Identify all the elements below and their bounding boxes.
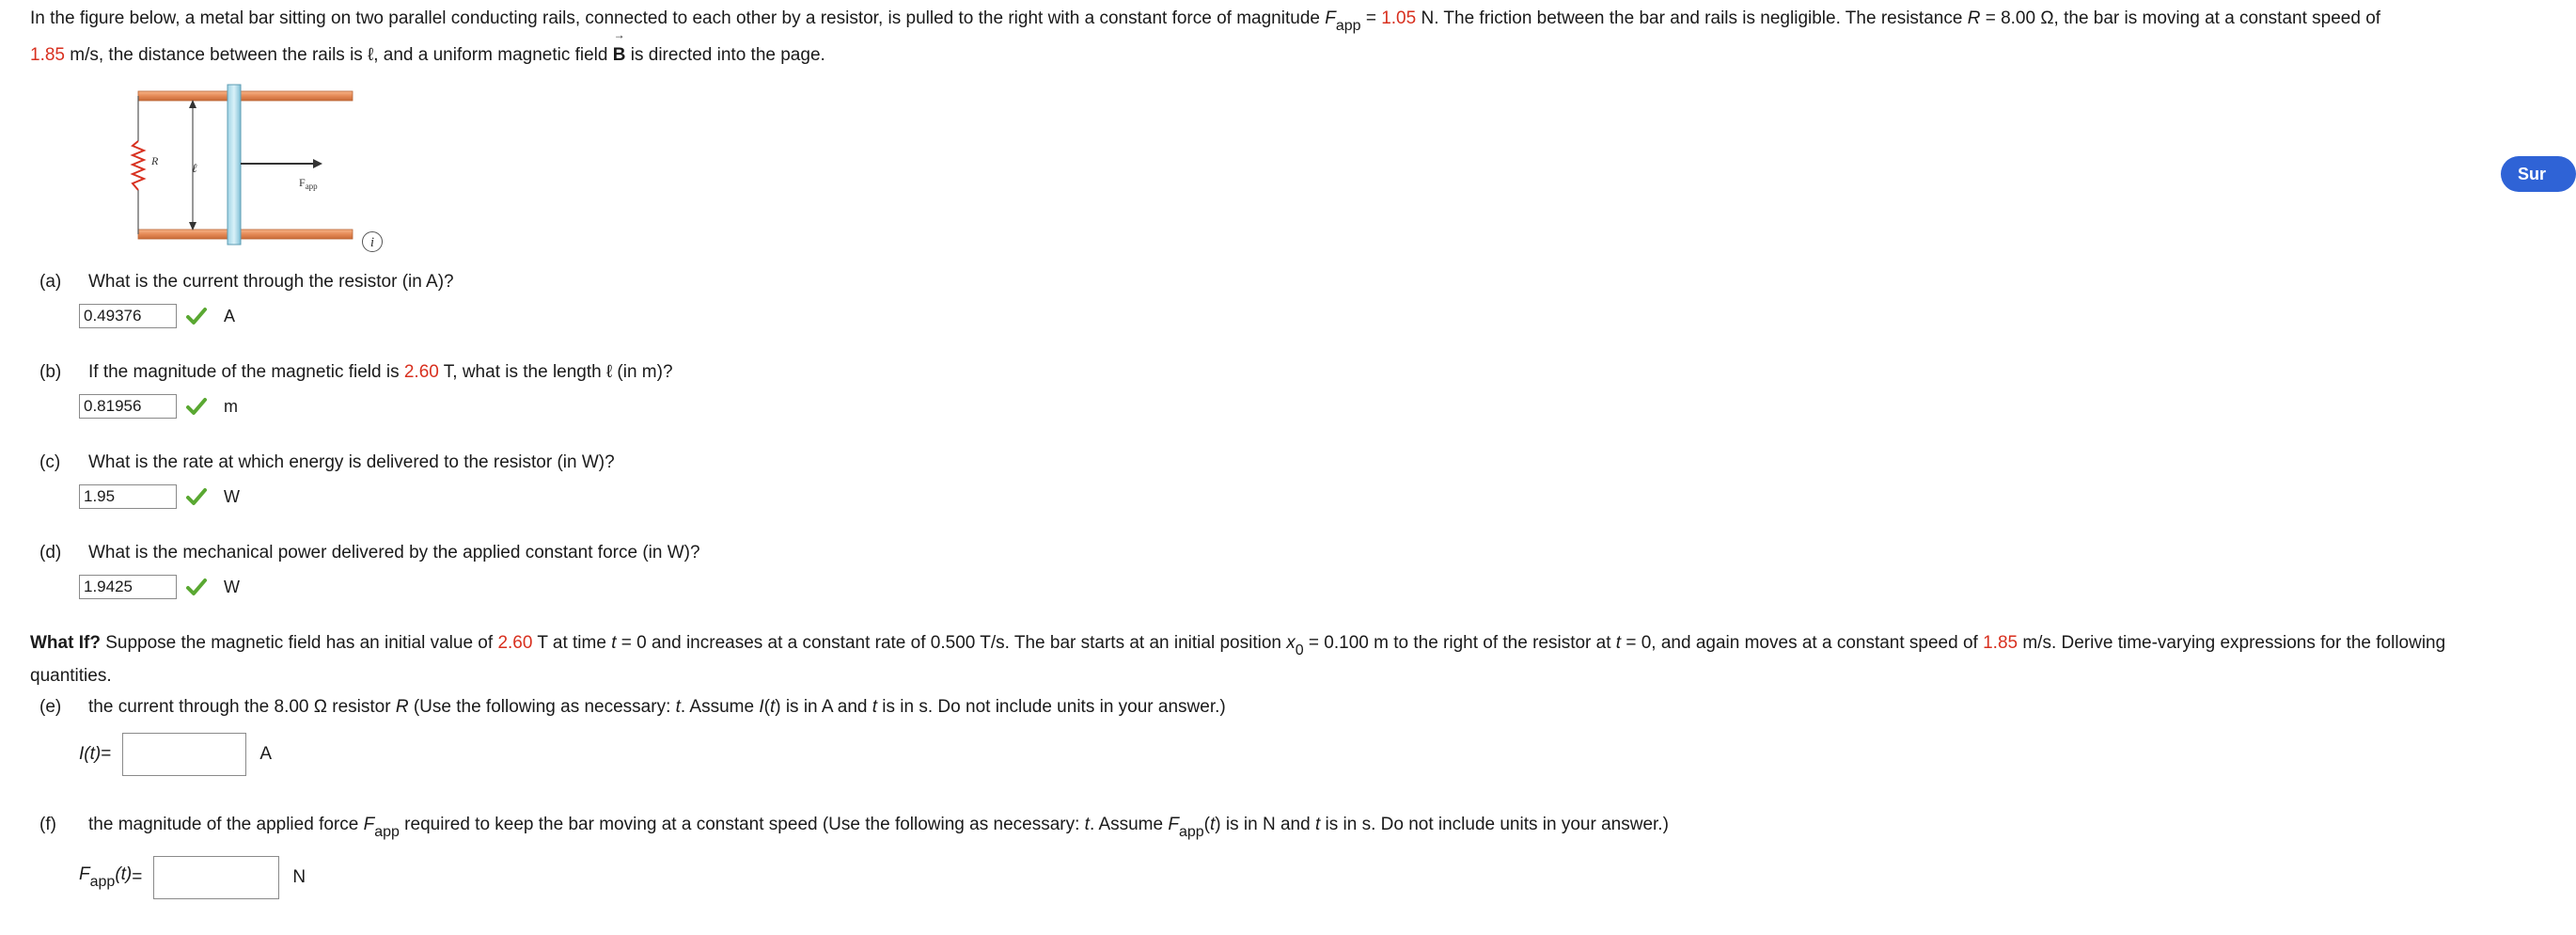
answer-field-a[interactable]: 0.49376 — [79, 304, 177, 328]
time-symbol: t — [1615, 633, 1622, 653]
part-label-e: (e) — [39, 697, 62, 717]
question-a — [30, 272, 454, 293]
answer-field-d[interactable]: 1.9425 — [79, 575, 177, 599]
resistor-symbol — [133, 141, 144, 190]
field-value-b: 2.60 — [403, 362, 439, 382]
unit-e: A — [259, 744, 273, 764]
force-symbol: F — [363, 815, 375, 834]
question-text-f5: ) is in N and — [1215, 815, 1315, 834]
question-text-f2: required to keep the bar moving at a constant speed (Use the following as necessary: — [399, 815, 1085, 834]
answer-row-b — [79, 394, 238, 419]
paren-open: ( — [1203, 815, 1210, 834]
paren-open: ( — [763, 697, 770, 717]
force-subscript: app — [89, 874, 116, 890]
unit-a: A — [224, 306, 236, 325]
length-label: ℓ — [192, 161, 197, 175]
current-expression-input[interactable] — [122, 733, 246, 776]
answer-field-b[interactable]: 0.81956 — [79, 394, 177, 419]
circuit-figure — [122, 81, 367, 250]
question-text-e2: (Use the following as necessary: — [408, 697, 676, 717]
part-label-b: (b) — [39, 362, 62, 382]
time-symbol: t — [611, 633, 617, 653]
position-symbol: x — [1286, 633, 1296, 653]
force-symbol: F — [1325, 8, 1336, 28]
unit-f: N — [292, 867, 306, 887]
resistance-symbol: R — [1967, 8, 1981, 28]
force-expression-label — [79, 864, 132, 891]
question-text-e1: the current through the 8.00 Ω resistor — [88, 697, 396, 717]
force-subscript: app — [1335, 18, 1361, 34]
intro-text-1: In the figure below, a metal bar sitting on two parallel conducting rails, connected to each other by a resistor, is pulled to the right with a constant force of magnitude — [30, 8, 1326, 28]
magnetic-field-vector — [612, 28, 626, 70]
resistance-symbol: R — [395, 697, 409, 717]
equals: = — [1360, 8, 1382, 28]
question-text-c: What is the rate at which energy is delivered to the resistor (in W)? — [88, 452, 615, 472]
initial-field-value: 2.60 — [497, 633, 533, 653]
top-rail — [138, 91, 353, 101]
force-symbol: F — [79, 864, 90, 884]
whatif-text-1: Suppose the magnetic field has an initial value of — [100, 633, 498, 653]
force-expression-input[interactable] — [153, 856, 279, 899]
part-label-d: (d) — [39, 543, 62, 563]
whatif-text-4: = 0.100 m to the right of the resistor at — [1303, 633, 1616, 653]
time-symbol: t — [1210, 815, 1216, 834]
question-text-f3: . Assume — [1089, 815, 1169, 834]
checkmark-icon — [186, 397, 207, 416]
question-text-e6: is in s. Do not include units in your answer.) — [877, 697, 1226, 717]
force-value: 1.05 — [1381, 8, 1417, 28]
force-label: $F_{app}$ — [299, 176, 318, 191]
what-if-heading: What If? — [30, 633, 101, 653]
b-symbol: B — [612, 45, 626, 65]
answer-row-a — [79, 304, 235, 328]
whatif-text-6: m/s. Derive time-varying expressions for the following quantities. — [30, 633, 2446, 686]
whatif-text-5: = 0, and again moves at a constant speed of — [1621, 633, 1984, 653]
submit-button[interactable]: Sur — [2501, 156, 2576, 192]
unit-b: m — [224, 396, 238, 416]
question-b — [30, 362, 673, 383]
problem-statement — [30, 4, 2521, 70]
unit-c: W — [224, 486, 240, 506]
bottom-rail — [138, 230, 353, 239]
speed-value-2: 1.85 — [1983, 633, 2018, 653]
whatif-text-3: = 0 and increases at a constant rate of 0.500 T/s. The bar starts at an initial position — [616, 633, 1287, 653]
answer-row-e — [79, 733, 272, 776]
metal-bar — [228, 85, 241, 245]
question-text-f1: the magnitude of the applied force — [88, 815, 364, 834]
intro-text-5: is directed into the page. — [625, 45, 825, 65]
checkmark-icon — [186, 578, 207, 596]
resistor-label: R — [151, 154, 159, 167]
part-label-f: (f) — [39, 815, 56, 834]
force-subscript: app — [1178, 824, 1204, 840]
question-text-d: What is the mechanical power delivered by the applied constant force (in W)? — [88, 543, 700, 563]
answer-row-d — [79, 575, 240, 599]
time-symbol: t — [769, 697, 776, 717]
force-symbol: F — [1168, 815, 1179, 834]
position-subscript: 0 — [1295, 642, 1304, 658]
speed-value: 1.85 — [30, 45, 65, 65]
current-symbol: I — [759, 697, 764, 717]
question-text-e3: . Assume — [680, 697, 760, 717]
intro-text-3: = 8.00 Ω, the bar is moving at a constant speed of — [1980, 8, 2381, 28]
info-icon[interactable]: i — [362, 231, 383, 252]
question-c — [30, 452, 615, 473]
checkmark-icon — [186, 307, 207, 325]
checkmark-icon — [186, 487, 207, 506]
time-symbol: t — [675, 697, 681, 717]
question-text-e5: ) is in A and — [775, 697, 872, 717]
question-text-b1: If the magnitude of the magnetic field is — [88, 362, 404, 382]
question-text-a: What is the current through the resistor (in A)? — [88, 272, 454, 292]
question-d — [30, 543, 700, 563]
intro-text-4: m/s, the distance between the rails is ℓ, and a uniform magnetic field — [64, 45, 613, 65]
question-e — [30, 697, 1226, 718]
answer-field-c[interactable]: 1.95 — [79, 484, 177, 509]
current-expression-label: I(t) — [79, 744, 102, 764]
unit-d: W — [224, 577, 240, 596]
question-text-f6: is in s. Do not include units in your answer.) — [1320, 815, 1669, 834]
time-symbol: t — [872, 697, 878, 717]
time-symbol: t — [1314, 815, 1321, 834]
part-label-c: (c) — [39, 452, 61, 472]
intro-text-2: N. The friction between the bar and rails is negligible. The resistance — [1416, 8, 1968, 28]
question-f — [30, 815, 1669, 841]
equals-sign: = — [101, 744, 112, 764]
equals-sign: = — [132, 867, 143, 887]
time-arg: (t) — [115, 864, 133, 884]
force-subscript: app — [374, 824, 400, 840]
part-label-a: (a) — [39, 272, 62, 292]
answer-row-f — [79, 856, 306, 899]
time-symbol: t — [1084, 815, 1090, 834]
what-if-statement — [30, 630, 2521, 689]
question-text-b2: T, what is the length ℓ (in m)? — [438, 362, 673, 382]
answer-row-c — [79, 484, 240, 509]
vector-arrow: → — [613, 28, 625, 41]
whatif-text-2: T at time — [532, 633, 612, 653]
